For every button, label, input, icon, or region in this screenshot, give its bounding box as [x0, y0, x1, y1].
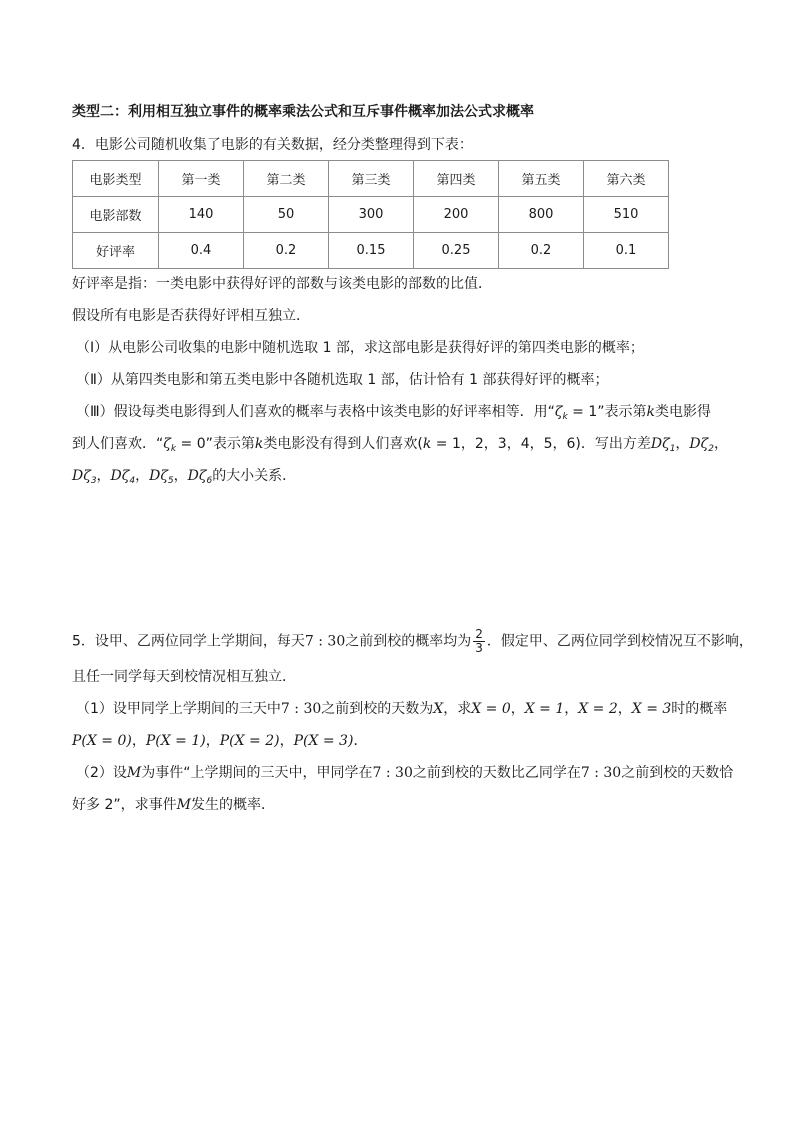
table-cell: 第五类	[499, 161, 584, 197]
fraction-denominator: 3	[475, 641, 483, 655]
q5-intro-line-2: 且任一同学每天到校情况相互独立．	[72, 669, 296, 685]
table-row	[73, 233, 669, 269]
q4-intro: 4．电影公司随机收集了电影的有关数据，经分类整理得到下表：	[72, 137, 473, 153]
table-cell: 140	[159, 197, 244, 233]
subscript-k: k	[562, 412, 568, 422]
text-run: 5．设甲、乙两位同学上学期间，每天	[72, 633, 305, 650]
text-run: 之前到校的概率均为	[345, 633, 472, 650]
subscript: 2	[708, 444, 714, 454]
table-cell: 0.15	[329, 233, 414, 269]
table-cell: 0.2	[244, 233, 329, 269]
text-run: 的大小关系．	[212, 468, 297, 484]
table-cell: 电影类型	[73, 161, 159, 197]
variance-d3: Dζ	[72, 468, 91, 484]
table-cell: 第二类	[244, 161, 329, 197]
q4-part-3-line-3: $D\zeta_3$，$D\zeta_4$，$D\zeta_5$，$D\zeta_6$的大小关系．	[72, 468, 297, 486]
subscript: 3	[90, 476, 97, 486]
text-run: 时的概率	[671, 701, 728, 717]
zeta-symbol: ζ	[163, 436, 171, 452]
subscript: 5	[167, 476, 174, 486]
q4-part-1: （Ⅰ）从电影公司收集的电影中随机选取 1 部，求这部电影是获得好评的第四类电影的概率；	[76, 340, 644, 356]
k-variable: k	[646, 404, 656, 420]
subscript: 1	[669, 444, 676, 454]
text-run: 好多 2”，求事件	[72, 797, 177, 813]
table-cell: 第四类	[414, 161, 499, 197]
table-cell: 200	[414, 197, 499, 233]
probability: P(X = 2)	[219, 733, 280, 749]
fraction-numerator: 2	[475, 627, 483, 641]
section-heading: 类型二：利用相互独立事件的概率乘法公式和互斥事件概率加法公式求概率	[72, 104, 534, 120]
subscript: 6	[206, 476, 213, 486]
text-run: 之前到校的天数为	[321, 701, 434, 717]
subscript-k: k	[170, 444, 177, 454]
variance-d6: Dζ	[187, 468, 207, 484]
variance-d4: Dζ	[110, 468, 130, 484]
text-run: 到人们喜欢．“	[72, 436, 164, 452]
x-value: X = 0	[471, 701, 511, 717]
k-variable: k	[254, 436, 264, 452]
text-run: ，求	[443, 701, 472, 717]
time-value: 7 : 30	[280, 701, 322, 717]
equals-one: = 1	[567, 404, 598, 420]
m-variable: M	[126, 765, 142, 781]
q5-part-1-line-2: P(X = 0)，P(X = 1)，P(X = 2)，P(X = 3)．	[72, 733, 368, 749]
k-variable: k	[422, 436, 432, 452]
text-run: （1）设甲同学上学期间的三天中	[76, 701, 281, 717]
variance-d5: Dζ	[149, 468, 168, 484]
subscript: 4	[129, 476, 136, 486]
text-run: 类电影没有得到人们喜欢(	[263, 436, 423, 452]
table-row	[73, 197, 669, 233]
table-cell: 50	[244, 197, 329, 233]
q4-assumption: 假设所有电影是否获得好评相互独立．	[72, 308, 310, 324]
x-value: X = 1	[524, 701, 565, 717]
q4-definition: 好评率是指：一类电影中获得好评的部数与该类电影的部数的比值．	[72, 276, 492, 292]
table-cell: 0.25	[414, 233, 499, 269]
movie-data-table	[72, 160, 669, 269]
table-cell: 电影部数	[73, 197, 159, 233]
text-run: （Ⅲ）假设每类电影得到人们喜欢的概率与表格中该类电影的好评率相等．用“	[76, 404, 555, 420]
zeta-symbol: ζ	[554, 404, 563, 420]
text-run: 类电影得	[655, 404, 712, 420]
time-value: 7 : 30	[304, 633, 346, 650]
q5-part-2-line-1	[76, 762, 733, 784]
table-cell: 510	[584, 197, 669, 233]
text-run: 发生的概率．	[190, 797, 275, 813]
x-variable: X	[433, 701, 444, 717]
table-cell: 0.2	[499, 233, 584, 269]
probability: P(X = 0)	[72, 733, 132, 749]
x-value: X = 2	[578, 701, 618, 717]
q4-part-2: （Ⅱ）从第四类电影和第五类电影中各随机选取 1 部，估计恰有 1 部获得好评的概率；	[76, 372, 609, 388]
equals-sign: =	[431, 436, 452, 452]
q4-part-3-line-2: 到人们喜欢．“$\zeta_k = 0$”表示第k类电影没有得到人们喜欢(k = 1，2，3，4，5，6)．写出方差$D\zeta_1$，$D\zeta_2$，	[72, 436, 728, 454]
m-variable: M	[176, 797, 191, 813]
table-cell: 0.4	[159, 233, 244, 269]
x-value: X = 3	[631, 701, 672, 717]
text-run: （2）设	[76, 765, 127, 781]
equals-zero: = 0	[176, 436, 206, 452]
table-cell: 0.1	[584, 233, 669, 269]
table-cell: 好评率	[73, 233, 159, 269]
q5-intro-line-1	[72, 628, 753, 655]
text-run: 为事件“上学期间的三天中，甲同学在	[141, 765, 373, 781]
fraction-two-thirds	[473, 628, 485, 655]
variance-d1: Dζ	[650, 436, 670, 452]
table-cell: 300	[329, 197, 414, 233]
table-header-row	[73, 161, 669, 197]
probability: P(X = 3)	[293, 733, 354, 749]
text-run: 之前到校的天数比乙同学在	[412, 765, 581, 781]
time-value: 7 : 30	[580, 765, 622, 781]
text-run: 之前到校的天数恰	[621, 765, 734, 781]
table-cell: 第六类	[584, 161, 669, 197]
text-run: ”表示第	[597, 404, 647, 420]
table-cell: 800	[499, 197, 584, 233]
text-run: ．假定甲、乙两位同学到校情况互不影响，	[486, 633, 753, 650]
table-cell: 第一类	[159, 161, 244, 197]
q4-part-3-line-1	[76, 401, 711, 428]
probability: P(X = 1)	[145, 733, 206, 749]
text-run: ”表示第	[205, 436, 255, 452]
time-value: 7 : 30	[372, 765, 413, 781]
q5-part-1-line-1: （1）设甲同学上学期间的三天中7 : 30之前到校的天数为X，求X = 0，X = 1，X = 2，X = 3时的概率	[76, 701, 728, 717]
table-cell: 第三类	[329, 161, 414, 197]
text-run: 1，2，3，4，5，6)．写出方差	[451, 436, 651, 452]
q5-part-2-line-2	[72, 794, 275, 816]
variance-d2: Dζ	[689, 436, 709, 452]
